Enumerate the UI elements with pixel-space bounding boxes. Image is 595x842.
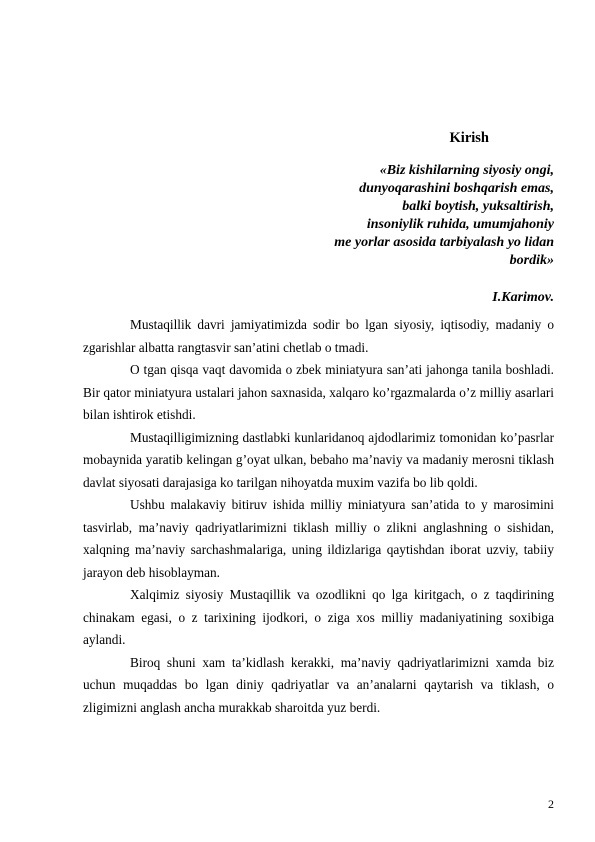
paragraph: Xalqimiz siyosiy Mustaqillik va ozodlikni qo lga kiritgach, o z taqdirining chinakam egasi, o z tarixining ijodkori, o ziga xos milliy madaniyatining soxibiga aylandi. bbox=[83, 587, 554, 647]
page-number: 2 bbox=[548, 797, 554, 811]
paragraph: O tgan qisqa vaqt davomida o zbek miniatyura san’ati jahonga tanila boshladi. Bir qator miniatyura ustalari jahon saxnasida, xalqaro ko’rgazmalarda o’z milliy asarlari bilan ishtirok etishdi. bbox=[83, 362, 554, 422]
epigraph-line: balki boytish, yuksaltirish, bbox=[402, 199, 554, 214]
section-title: Kirish bbox=[449, 130, 489, 146]
epigraph-line: insoniylik ruhida, umumjahoniy bbox=[366, 217, 554, 232]
epigraph-line: me yorlar asosida tarbiyalash yo lidan bbox=[334, 235, 554, 250]
paragraph: Mustaqillik davri jamiyatimizda sodir bo lgan siyosiy, iqtisodiy, madaniy o zgarishlar albatta rangtasvir san’atini chetlab o tmadi. bbox=[83, 317, 554, 355]
paragraph: Ushbu malakaviy bitiruv ishida milliy miniatyura san’atida to y marosimini tasvirlab, ma’naviy qadriyatlarimizni tiklash milliy o zlikni anglashning o sishidan, xalqning ma’naviy sarchashmalariga, uning ildizlariga qaytishdan iborat uzviy, tabiiy jarayon deb hisoblayman. bbox=[83, 497, 554, 580]
epigraph bbox=[224, 162, 554, 270]
epigraph-line: bordik» bbox=[509, 253, 554, 268]
epigraph-line: «Biz kishilarning siyosiy ongi, bbox=[379, 163, 554, 178]
paragraph: Biroq shuni xam ta’kidlash kerakki, ma’naviy qadriyatlarimizni xamda biz uchun muqaddas bo lgan diniy qadriyatlar va an’analarni qaytarish va tiklash, o zligimizni anglash ancha murakkab sharoitda yuz berdi. bbox=[83, 654, 554, 715]
epigraph-line: dunyoqarashini boshqarish emas, bbox=[359, 181, 554, 196]
epigraph-author: I.Karimov. bbox=[492, 290, 554, 305]
paragraph: Mustaqilligimizning dastlabki kunlaridanoq ajdodlarimiz tomonidan ko’pasrlar mobaynida yaratib kelingan g’oyat ulkan, bebaho ma’naviy va madaniy merosni tiklash davlat siyosati darajasiga ko tarilgan nihoyatda muxim vazifa bo lib qoldi. bbox=[83, 429, 554, 490]
body-text bbox=[83, 314, 554, 719]
